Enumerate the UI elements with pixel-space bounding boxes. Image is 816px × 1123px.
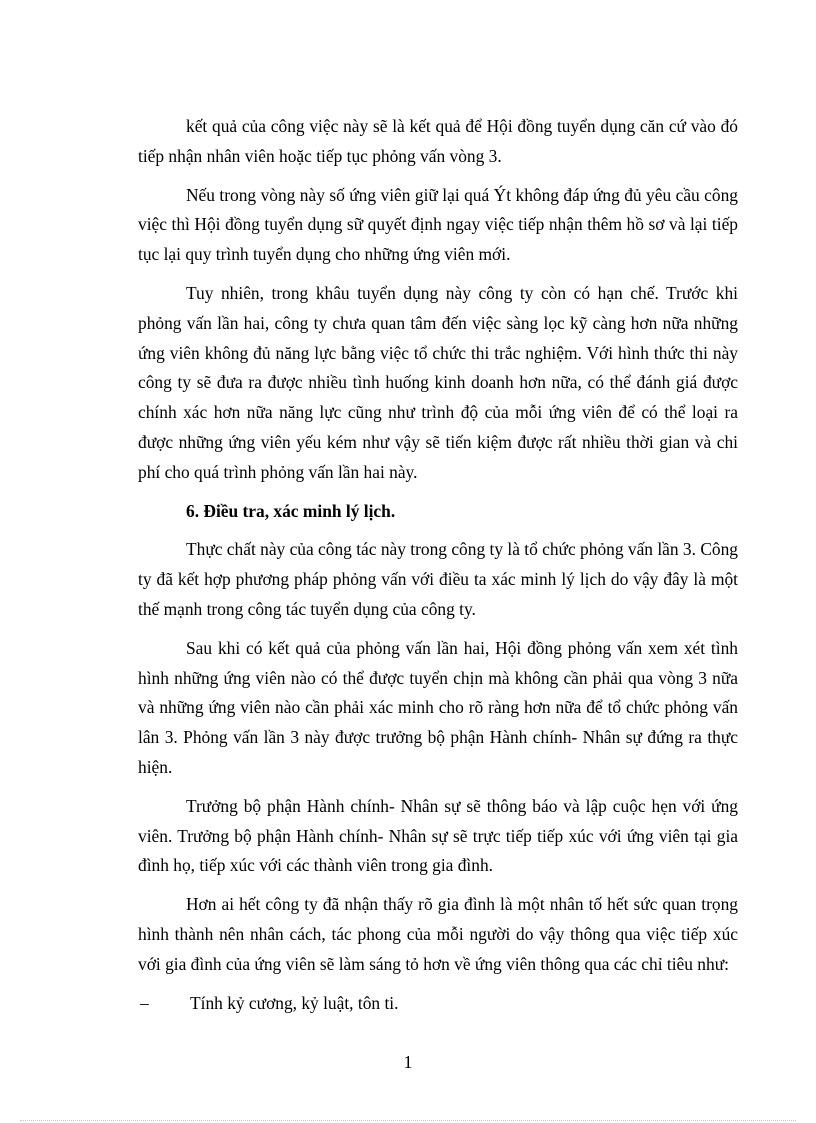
paragraph-1: kết quả của công việc này sẽ là kết quả để Hội đồng tuyển dụng căn cứ vào đó tiếp nhận nhân viên hoặc tiếp tục phỏng vấn vòng 3. bbox=[138, 116, 738, 166]
bullet-item bbox=[138, 989, 738, 1019]
paragraph-5: Sau khi có kết quả của phỏng vấn lần hai, Hội đồng phỏng vấn xem xét tình hình những ứng viên nào có thể được tuyển chịn mà không cần phải qua vòng 3 nữa và những ứng viên nào cần phải xác minh cho rõ ràng hơn nữa để tổ chức phỏng vấn lân 3. Phỏng vấn lần 3 này được trưởng bộ phận Hành chính- Nhân sự đứng ra thực hiện. bbox=[138, 637, 738, 777]
paragraph-3: Tuy nhiên, trong khâu tuyển dụng này công ty còn có hạn chế. Trước khi phỏng vấn lần hai, công ty chưa quan tâm đến việc sàng lọc kỹ càng hơn nữa những ứng viên không đủ năng lực bằng việc tổ chức thi trắc nghiệm. Với hình thức thi này công ty sẽ đưa ra được nhiều tình huống kinh doanh hơn nữa, có thể đánh giá được chính xác hơn nữa năng lực cũng như trình độ của mỗi ứng viên để có thể loại ra được những ứng viên yếu kém như vậy sẽ tiến kiệm được rất nhiều thời gian và chi phí cho quá trình phỏng vấn lần hai này. bbox=[138, 282, 738, 482]
bullet-text: Tính kỷ cương, kỷ luật, tôn ti. bbox=[190, 992, 399, 1013]
section-heading: 6. Điều tra, xác minh lý lịch. bbox=[186, 500, 396, 521]
paragraph-7: Hơn ai hết công ty đã nhận thấy rõ gia đình là một nhân tố hết sức quan trọng hình thành nên nhân cách, tác phong của mỗi người do vậy thông qua việc tiếp xúc với gia đình của ứng viên sẽ làm sáng tỏ hơn về ứng viên thông qua các chỉ tiêu như: bbox=[138, 894, 738, 974]
paragraph-6: Trưởng bộ phận Hành chính- Nhân sự sẽ thông báo và lập cuộc hẹn với ứng viên. Trưởng bộ phận Hành chính- Nhân sự sẽ trực tiếp tiếp xúc với ứng viên tại gia đình họ, tiếp xúc với các thành viên trong gia đình. bbox=[138, 795, 738, 876]
bullet-marker: – bbox=[140, 992, 149, 1013]
page-number: 1 bbox=[403, 1052, 413, 1072]
paragraph-2: Nếu trong vòng này số ứng viên giữ lại quá Ýt không đáp ứng đủ yêu cầu công việc thì Hội đồng tuyển dụng sữ quyết định ngay việc tiếp nhận thêm hồ sơ và lại tiếp tục lại quy trình tuyển dụng cho những ứng viên mới. bbox=[138, 184, 738, 265]
page-bottom-divider bbox=[20, 1120, 796, 1121]
paragraph-4: Thực chất này của công tác này trong công ty là tổ chức phỏng vấn lần 3. Công ty đã kết hợp phương pháp phỏng vấn với điều ta xác minh lý lịch do vậy đây là một thế mạnh trong công tác tuyển dụng của công ty. bbox=[138, 539, 738, 619]
document-page bbox=[138, 112, 738, 1018]
